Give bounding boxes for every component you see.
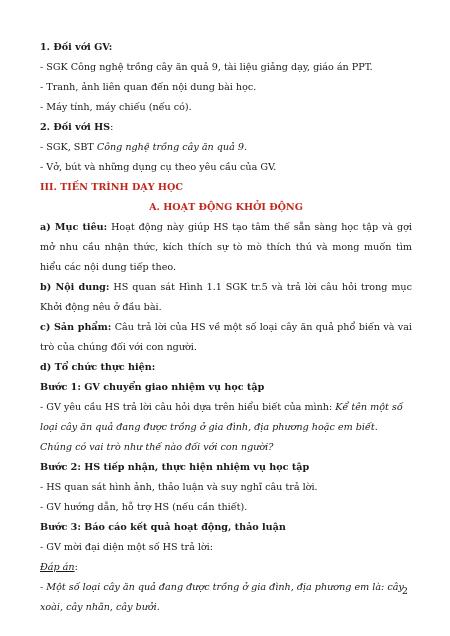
answer-colon: : <box>74 562 78 573</box>
student-item-1 <box>40 138 412 158</box>
student-item-1-prefix: - SGK, SBT <box>40 142 97 153</box>
step-1-paragraph <box>40 398 412 458</box>
teacher-item-2: - Tranh, ảnh liên quan đến nội dung bài học. <box>40 82 257 93</box>
step-3-item-1: - GV mời đại diện một số HS trả lời: <box>40 542 213 553</box>
step-1-heading: Bước 1: GV chuyển giao nhiệm vụ học tập <box>40 382 265 393</box>
heading-student-colon: : <box>110 122 114 133</box>
objective-text: Hoạt động này giúp HS tạo tâm thế sẵn sàng học tập và gợi mở nhu cầu nhận thức, kích thích sự tò mò thích thú và mong muốn tìm hiểu các nội dung tiếp theo. <box>40 222 412 273</box>
answer-heading <box>40 558 412 578</box>
step-1-text: - GV yêu cầu HS trả lời câu hỏi dựa trên hiểu biết của mình: <box>40 402 336 413</box>
page-content <box>40 38 412 618</box>
heading-student <box>40 118 412 138</box>
teacher-item-3: - Máy tính, máy chiếu (nếu có). <box>40 102 192 113</box>
student-item-2: - Vở, bút và những dụng cụ theo yêu cầu của GV. <box>40 162 277 173</box>
teacher-item-1: - SGK Công nghệ trồng cây ăn quả 9, tài liệu giảng dạy, giáo án PPT. <box>40 62 373 73</box>
objective-label: a) Mục tiêu: <box>40 222 108 233</box>
product-paragraph <box>40 318 412 358</box>
section-heading: III. TIẾN TRÌNH DẠY HỌC <box>40 182 183 193</box>
student-item-1-book: Công nghệ trồng cây ăn quả 9. <box>96 142 248 153</box>
heading-teacher: 1. Đối với GV: <box>40 42 113 53</box>
content-label: b) Nội dung: <box>40 282 110 293</box>
activity-heading: A. HOẠT ĐỘNG KHỞI ĐỘNG <box>149 202 303 213</box>
step-2-heading: Bước 2: HS tiếp nhận, thực hiện nhiệm vụ học tập <box>40 462 310 473</box>
content-paragraph <box>40 278 412 318</box>
step-2-item-1: - HS quan sát hình ảnh, thảo luận và suy nghĩ câu trả lời. <box>40 482 318 493</box>
step-3-heading: Bước 3: Báo cáo kết quả hoạt động, thảo luận <box>40 522 286 533</box>
product-label: c) Sản phẩm: <box>40 322 112 333</box>
organization-heading: d) Tổ chức thực hiện: <box>40 362 156 373</box>
content-text: HS quan sát Hình 1.1 SGK tr.5 và trả lời câu hỏi trong mục Khởi động nêu ở đầu bài. <box>40 282 412 313</box>
product-text: Câu trả lời của HS về một số loại cây ăn quả phổ biến và vai trò của chúng đối với con người. <box>40 322 412 353</box>
page-number: 2 <box>401 586 408 597</box>
answer-label: Đáp án <box>40 562 75 573</box>
objective-paragraph <box>40 218 412 278</box>
step-1-question: Kể tên một số loại cây ăn quả đang được trồng ở gia đình, địa phương hoặc em biết. Chúng có vai trò như thế nào đối với con người? <box>40 402 403 453</box>
answer-text: - Một số loại cây ăn quả đang được trồng ở gia đình, địa phương em là: cây xoài, cây nhãn, cây bưởi. <box>40 582 404 613</box>
heading-student-text: 2. Đối với HS <box>40 122 111 133</box>
step-2-item-2: - GV hướng dẫn, hỗ trợ HS (nếu cần thiết). <box>40 502 248 513</box>
